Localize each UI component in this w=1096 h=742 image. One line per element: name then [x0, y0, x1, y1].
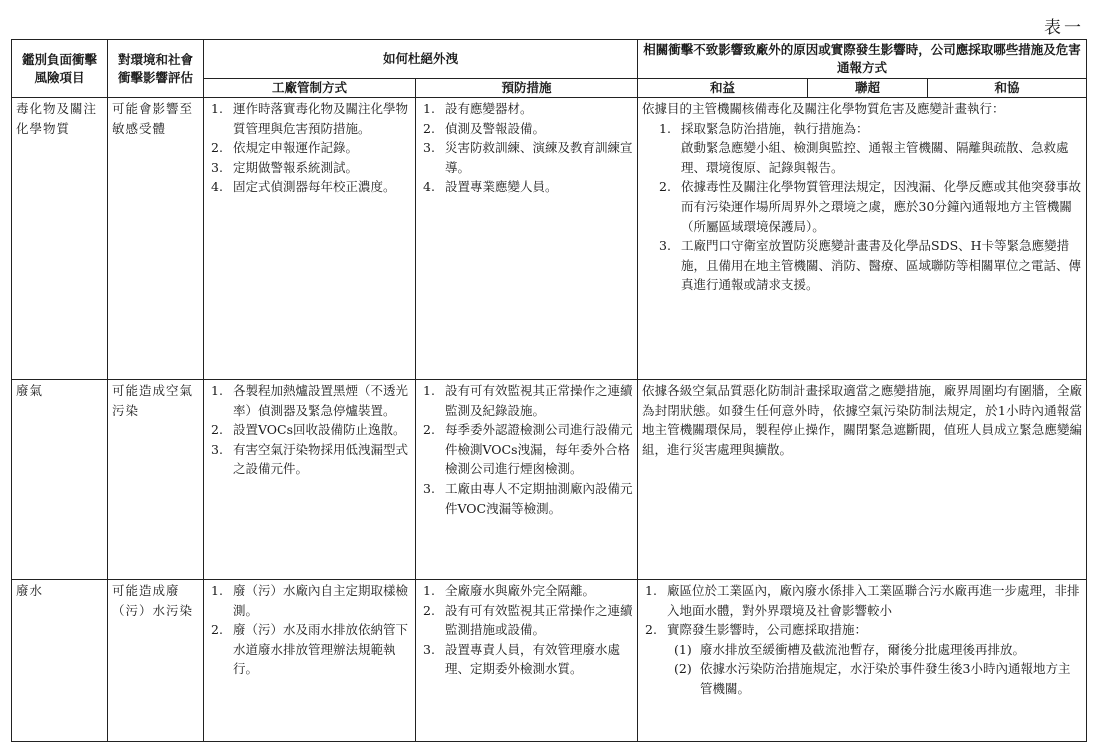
response-cell	[638, 580, 1087, 742]
header-prevention: 如何杜絕外洩	[204, 40, 638, 79]
impact-cell: 可能造成廢（污）水污染	[108, 580, 204, 742]
list-item: 2. 實際發生影響時，公司應採取措施：	[645, 622, 868, 638]
list-item: 1. 運作時落實毒化物及關注化學物質管理與危害預防措施。	[211, 101, 409, 136]
list-item: 1. 設有應變器材。	[423, 101, 533, 116]
list-item: 3. 定期做警報系統測試。	[211, 159, 359, 175]
list-item: 4. 固定式偵測器每年校正濃度。	[211, 179, 396, 195]
header-lianchao: 聯超	[808, 79, 928, 98]
list-item: 2. 設置VOCs回收設備防止逸散。	[211, 422, 406, 438]
table-row	[12, 98, 1087, 380]
header-plant-control: 工廠管制方式	[204, 79, 416, 98]
list-item: 2. 設有可有效監視其正常操作之連續監測措施或設備。	[423, 602, 633, 638]
response-intro: 依據目的主管機關核備毒化及關注化學物質危害及應變計畫執行：	[642, 101, 1005, 116]
list-item: 1. 全廠廢水與廠外完全隔離。	[423, 583, 596, 598]
impact-cell: 可能造成空氣污染	[108, 380, 204, 580]
response-cell	[638, 98, 1087, 380]
list-item: 1. 廢（污）水廠內自主定期取樣檢測。	[211, 583, 409, 618]
header-response: 相關衝擊不致影響致廠外的原因或實際發生影響時，公司應採取哪些措施及危害通報方式	[638, 40, 1087, 79]
control-cell	[204, 98, 416, 380]
list-item: (2) 依據水污染防治措施規定，水汙染於事件發生後3小時內通報地方主管機關。	[674, 661, 1071, 696]
hazard-cell: 毒化物及關注化學物質	[12, 98, 108, 380]
list-item: 1. 採取緊急防治措施，執行措施為： 啟動緊急應變小組、檢測與監控、通報主管機關、隔離與疏散、急救處理、環境復原、記錄與報告。	[656, 119, 1082, 178]
table-number-label: 表一	[1044, 18, 1084, 38]
hazard-cell: 廢氣	[12, 380, 108, 580]
impact-cell: 可能會影響至敏感受體	[108, 98, 204, 380]
header-hexie: 和協	[928, 79, 1087, 98]
list-item: 2. 依規定申報運作記錄。	[211, 140, 359, 156]
list-item: 2. 廢（污）水及雨水排放依納管下水道廢水排放管理辦法規範執行。	[211, 622, 409, 677]
list-item: 3. 設置專責人員，有效管理廢水處理、定期委外檢測水質。	[423, 641, 621, 677]
list-item: (1) 廢水排放至緩衝槽及截流池暫存，爾後分批處理後再排放。	[674, 641, 1026, 657]
list-item: 1. 設有可有效監視其正常操作之連續監測及紀錄設施。	[423, 383, 633, 418]
list-item: 3. 災害防救訓練、演練及教育訓練宣導。	[423, 140, 633, 175]
list-item: 3. 有害空氣汙染物採用低洩漏型式之設備元件。	[211, 441, 409, 477]
risk-assessment-table	[11, 39, 1087, 742]
control-cell	[204, 580, 416, 742]
header-preventive-measures: 預防措施	[416, 79, 638, 98]
list-item: 1. 廠區位於工業區內，廠內廢水係排入工業區聯合污水廠再進一步處理，非排入地面水體，對外界環境及社會影響較小	[645, 583, 1080, 618]
header-hazard: 鑑別負面衝擊風險項目	[12, 40, 108, 98]
measures-cell	[416, 98, 638, 380]
table-row	[12, 580, 1087, 742]
hazard-cell: 廢水	[12, 580, 108, 742]
list-item: 2. 依據毒性及關注化學物質管理法規定，因洩漏、化學反應或其他突發事故而有污染運作場所周界外之環境之虞，應於30分鐘內通報地方主管機關（所屬區域環境保護局）。	[659, 179, 1082, 234]
list-item: 3. 工廠門口守衛室放置防災應變計畫書及化學品SDS、H卡等緊急應變措施，且備用在地主管機關、消防、醫療、區域聯防等相關單位之電話、傳真進行通報或請求支援。	[659, 238, 1082, 293]
response-sub-text: 啟動緊急應變小組、檢測與監控、通報主管機關、隔離與疏散、急救處理、環境復原、記錄與報告。	[681, 140, 1069, 175]
header-heyi: 和益	[638, 79, 808, 98]
list-item: 1. 各製程加熱爐設置黑煙（不透光率）偵測器及緊急停爐裝置。	[211, 383, 409, 418]
header-impact: 對環境和社會衝擊影響評估	[108, 40, 204, 98]
table-row	[12, 380, 1087, 580]
list-item: 2. 每季委外認證檢測公司進行設備元件檢測VOCs洩漏，每年委外合格檢測公司進行煙囪檢測。	[423, 422, 633, 477]
measures-cell	[416, 580, 638, 742]
response-text: 依據各級空氣品質惡化防制計畫採取適當之應變措施，廠界周圍均有圍牆，全廠為封閉狀態。如發生任何意外時，依據空氣污染防制法規定，於1小時內通報當地主管機關環保局，製程停止操作，關閉緊急遮斷閥，值班人員成立緊急應變編組，進行災害處理與擴散。	[642, 383, 1083, 457]
list-item: 4. 設置專業應變人員。	[423, 179, 558, 195]
list-item: 2. 偵測及警報設備。	[423, 120, 546, 136]
measures-cell	[416, 380, 638, 580]
list-item: 3. 工廠由專人不定期抽測廠內設備元件VOC洩漏等檢測。	[423, 480, 633, 516]
response-cell	[638, 380, 1087, 580]
control-cell	[204, 380, 416, 580]
